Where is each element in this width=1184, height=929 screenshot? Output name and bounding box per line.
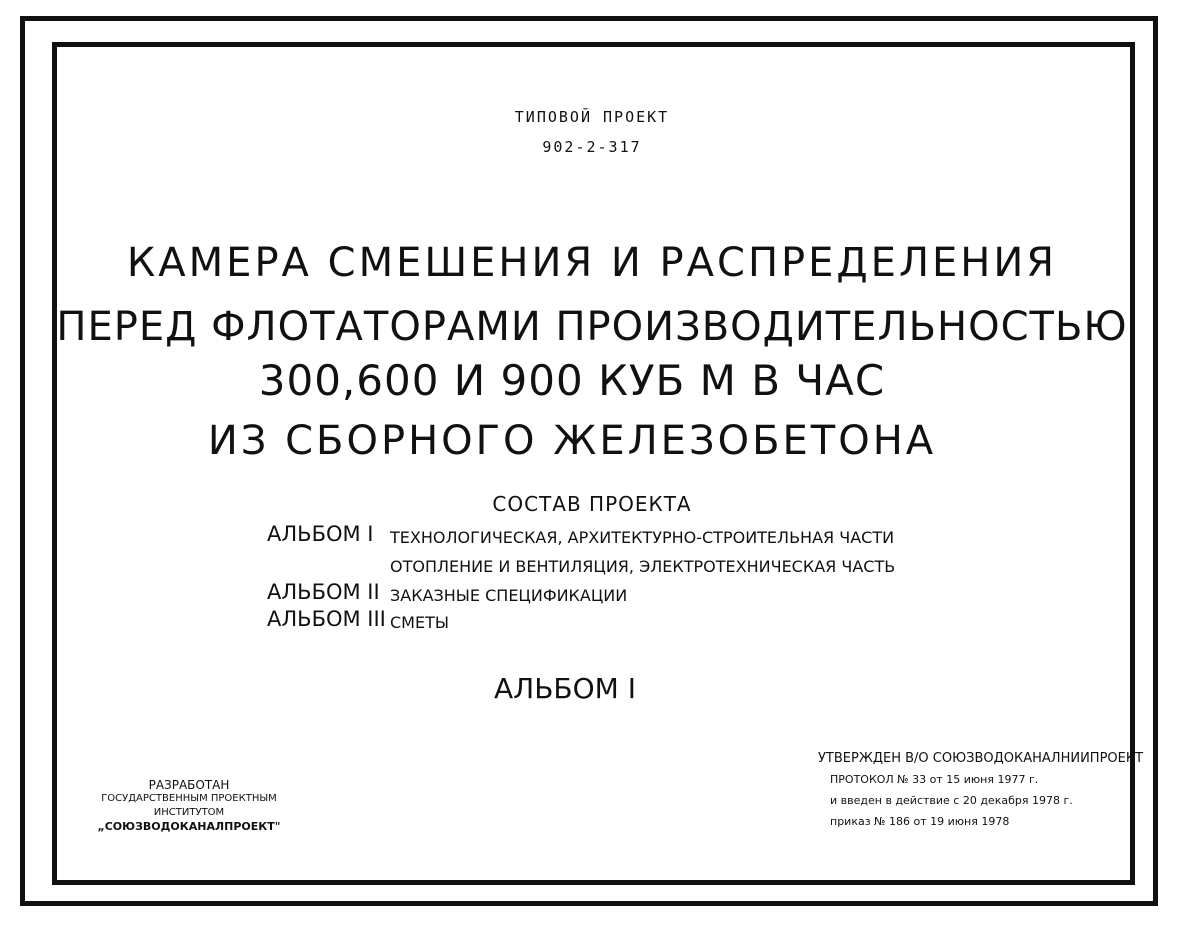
album-1-desc-line-1: ТЕХНОЛОГИЧЕСКАЯ, АРХИТЕКТУРНО-СТРОИТЕЛЬНАЯ ЧАСТИ <box>390 528 895 547</box>
developer-line-1: РАЗРАБОТАН <box>148 778 230 792</box>
approval-block <box>818 748 1143 832</box>
album-2-label: АЛЬБОМ II <box>267 580 380 604</box>
approval-line-1: УТВЕРЖДЕН В/О СОЮЗВОДОКАНАЛНИИПРОЕКТ <box>818 751 1144 766</box>
album-1-desc-line-2: ОТОПЛЕНИЕ И ВЕНТИЛЯЦИЯ, ЭЛЕКТРОТЕХНИЧЕСКАЯ ЧАСТЬ <box>390 557 896 576</box>
approval-line-3: и введен в действие с 20 декабря 1978 г. <box>830 794 1073 807</box>
title-line-3: 300,600 И 900 КУБ М В ЧАС <box>258 356 886 405</box>
approval-line-4: приказ № 186 от 19 июня 1978 <box>830 815 1010 828</box>
title-line-4: ИЗ СБОРНОГО ЖЕЛЕЗОБЕТОНА <box>207 418 937 464</box>
developer-block <box>74 778 304 834</box>
album-2-desc-line-1: ЗАКАЗНЫЕ СПЕЦИФИКАЦИИ <box>390 586 628 605</box>
developer-line-2: ГОСУДАРСТВЕННЫМ ПРОЕКТНЫМ ИНСТИТУТОМ <box>101 793 277 818</box>
title-line-1: КАМЕРА СМЕШЕНИЯ И РАСПРЕДЕЛЕНИЯ <box>126 240 1058 286</box>
composition-heading: СОСТАВ ПРОЕКТА <box>492 492 692 516</box>
album-1-label: АЛЬБОМ I <box>267 522 374 546</box>
album-3-desc-line-1: СМЕТЫ <box>390 613 449 632</box>
title-line-2: ПЕРЕД ФЛОТАТОРАМИ ПРОИЗВОДИТЕЛЬНОСТЬЮ <box>56 304 1128 350</box>
album-3-label: АЛЬБОМ III <box>267 607 386 631</box>
project-number: 902-2-317 <box>542 138 642 156</box>
project-type-label: ТИПОВОЙ ПРОЕКТ <box>514 108 670 126</box>
approval-line-2: ПРОТОКОЛ № 33 от 15 июня 1977 г. <box>830 773 1039 786</box>
developer-institute: „СОЮЗВОДОКАНАЛПРОЕКТ" <box>97 820 281 833</box>
current-album-label: АЛЬБОМ I <box>494 672 636 705</box>
